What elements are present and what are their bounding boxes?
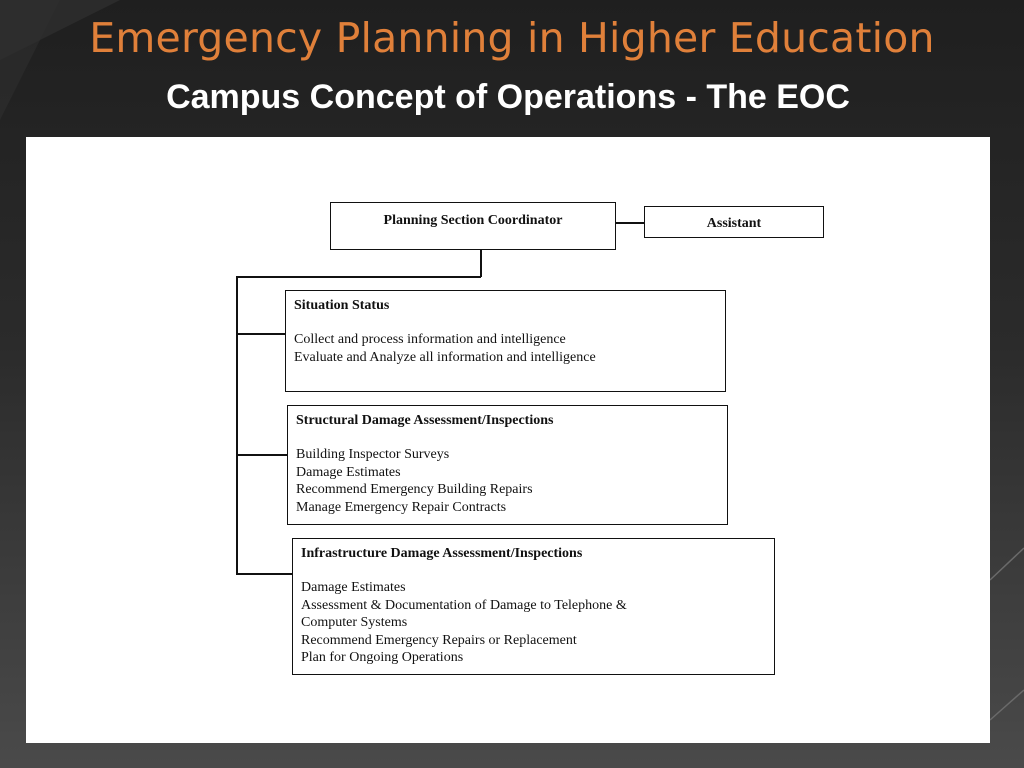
structural-damage-box [287,405,728,525]
list-item: Plan for Ongoing Operations [301,650,464,665]
list-item: Collect and process information and intelligence [294,332,566,347]
list-item: Damage Estimates [301,580,406,595]
list-item: Recommend Emergency Repairs or Replacement [301,632,577,648]
list-item: Computer Systems [301,615,408,630]
coordinator-down-connector [480,249,482,277]
assistant-box [644,206,824,238]
slide-title: Emergency Planning in Higher Education [89,14,935,62]
org-chart-panel [26,137,990,743]
coordinator-assistant-connector [615,222,645,224]
branch-situation-status [236,333,286,335]
situation-status-title: Situation Status [294,298,390,313]
situation-status-box [285,290,726,392]
vertical-spine [236,276,238,574]
coordinator-box [330,202,616,250]
list-item: Manage Emergency Repair Contracts [296,499,507,515]
infrastructure-damage-box [292,538,775,675]
structural-damage-title: Structural Damage Assessment/Inspections [296,413,554,428]
top-horizontal-connector [236,276,481,278]
assistant-label: Assistant [706,216,762,231]
list-item: Evaluate and Analyze all information and intelligence [294,349,596,365]
slide-subtitle: Campus Concept of Operations - The EOC [166,78,850,116]
infrastructure-damage-title: Infrastructure Damage Assessment/Inspections [301,546,583,561]
list-item: Recommend Emergency Building Repairs [296,482,533,497]
branch-structural-damage [236,454,288,456]
branch-infrastructure-damage [236,573,293,575]
list-item: Assessment & Documentation of Damage to Telephone & [301,597,627,613]
list-item: Building Inspector Surveys [296,447,450,462]
coordinator-label: Planning Section Coordinator [383,213,563,228]
list-item: Damage Estimates [296,464,401,480]
